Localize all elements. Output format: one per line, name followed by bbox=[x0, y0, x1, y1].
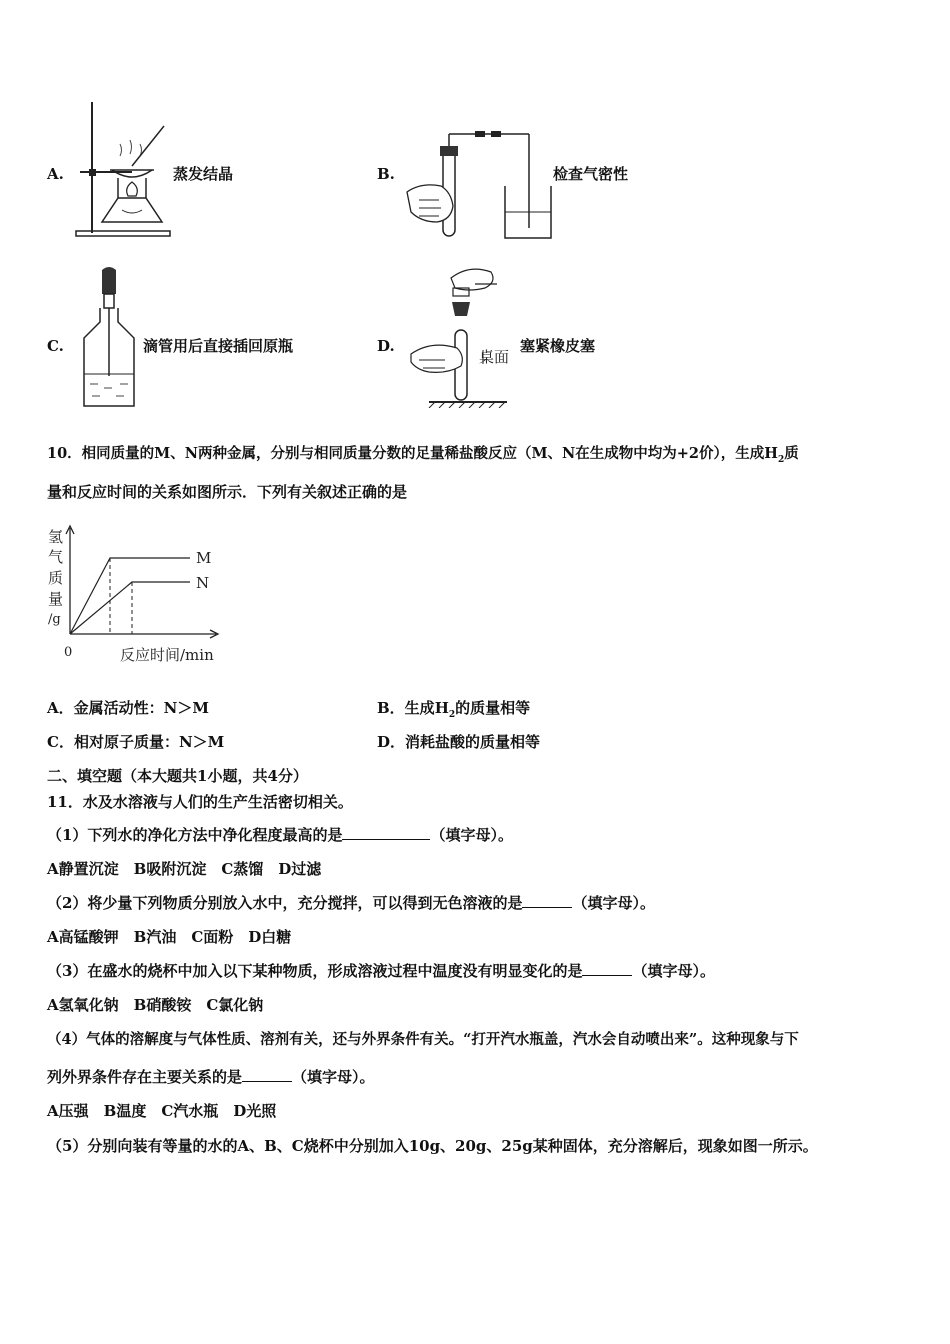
graph-xlabel: 反应时间/min bbox=[120, 646, 214, 664]
series-m-line bbox=[70, 558, 190, 634]
svg-text:/g: /g bbox=[48, 612, 61, 627]
option-d-caption: 塞紧橡皮塞 bbox=[520, 337, 596, 355]
option-a-letter: A. bbox=[47, 165, 64, 183]
svg-text:量: 量 bbox=[48, 590, 64, 608]
q11-part4-line2: 列外界条件存在主要关系的是 （填字母）。 bbox=[47, 1068, 375, 1086]
option-c-letter: C. bbox=[47, 337, 64, 355]
answer-blank-4[interactable] bbox=[242, 1067, 292, 1082]
q11-part3-options: A氢氧化钠 B硝酸铵 C氯化钠 bbox=[47, 996, 264, 1014]
option-a-caption: 蒸发结晶 bbox=[173, 165, 234, 183]
q11-part2: （2）将少量下列物质分别放入水中，充分搅拌，可以得到无色溶液的是 （填字母）。 bbox=[47, 894, 655, 912]
answer-blank-3[interactable] bbox=[582, 961, 632, 976]
q11-part4-line1: （4）气体的溶解度与气体性质、溶剂有关，还与外界条件有关。“打开汽水瓶盖，汽水会自动喷出来”。这种现象与下 bbox=[47, 1031, 799, 1048]
option-c-caption: 滴管用后直接插回原瓶 bbox=[143, 337, 294, 355]
q11-part3: （3）在盛水的烧杯中加入以下某种物质，形成溶液过程中温度没有明显变化的是 （填字母）。 bbox=[47, 962, 715, 980]
q11-part5: （5）分别向装有等量的水的A、B、C烧杯中分别加入10g、20g、25g某种固体，充分溶解后，现象如图一所示。 bbox=[47, 1137, 818, 1155]
option-b-caption: 检查气密性 bbox=[553, 165, 629, 183]
dropper-bottle-figure bbox=[78, 266, 140, 412]
q11-part4-options: A压强 B温度 C汽水瓶 D光照 bbox=[47, 1102, 277, 1120]
q11-part2-options: A高锰酸钾 B汽油 C面粉 D白糖 bbox=[47, 928, 292, 946]
q10-option-d: D．消耗盐酸的质量相等 bbox=[377, 733, 541, 751]
answer-blank-2[interactable] bbox=[522, 893, 572, 908]
option-b-letter: B. bbox=[377, 165, 395, 183]
desk-label: 桌面 bbox=[479, 348, 510, 366]
svg-text:气: 气 bbox=[48, 548, 64, 566]
q10-stem-line2: 量和反应时间的关系如图所示．下列有关叙述正确的是 bbox=[47, 483, 408, 501]
q10-stem-line1: 10．相同质量的M、N两种金属，分别与相同质量分数的足量稀盐酸反应（M、N在生成物中均为+2价），生成$H_2$质 bbox=[47, 445, 799, 465]
q10-option-a: A．金属活动性：N＞M bbox=[47, 699, 209, 717]
stopper-figure bbox=[405, 258, 513, 408]
svg-text:氢: 氢 bbox=[48, 528, 64, 546]
option-d-letter: D. bbox=[377, 337, 395, 355]
q11-stem: 11．水及水溶液与人们的生产生活密切相关。 bbox=[47, 793, 353, 811]
q10-option-b: B．生成$H_2$的质量相等 bbox=[377, 699, 531, 720]
q11-part1-options: A静置沉淀 B吸附沉淀 C蒸馏 D过滤 bbox=[47, 860, 322, 878]
section2-title: 二、填空题（本大题共1小题，共4分） bbox=[47, 767, 308, 785]
series-n-line bbox=[70, 582, 190, 634]
q11-part1: （1）下列水的净化方法中净化程度最高的是 （填字母）。 bbox=[47, 826, 513, 844]
q10-option-c: C．相对原子质量：N＞M bbox=[47, 733, 225, 751]
svg-text:质: 质 bbox=[48, 569, 64, 587]
answer-blank-1[interactable] bbox=[342, 825, 430, 840]
graph-ylabel bbox=[48, 528, 63, 627]
hydrogen-mass-graph bbox=[40, 522, 230, 666]
airtightness-figure bbox=[405, 128, 555, 240]
graph-origin: 0 bbox=[64, 645, 73, 660]
series-n-label: N bbox=[196, 574, 210, 592]
evaporation-figure bbox=[72, 98, 172, 240]
series-m-label: M bbox=[196, 549, 212, 567]
